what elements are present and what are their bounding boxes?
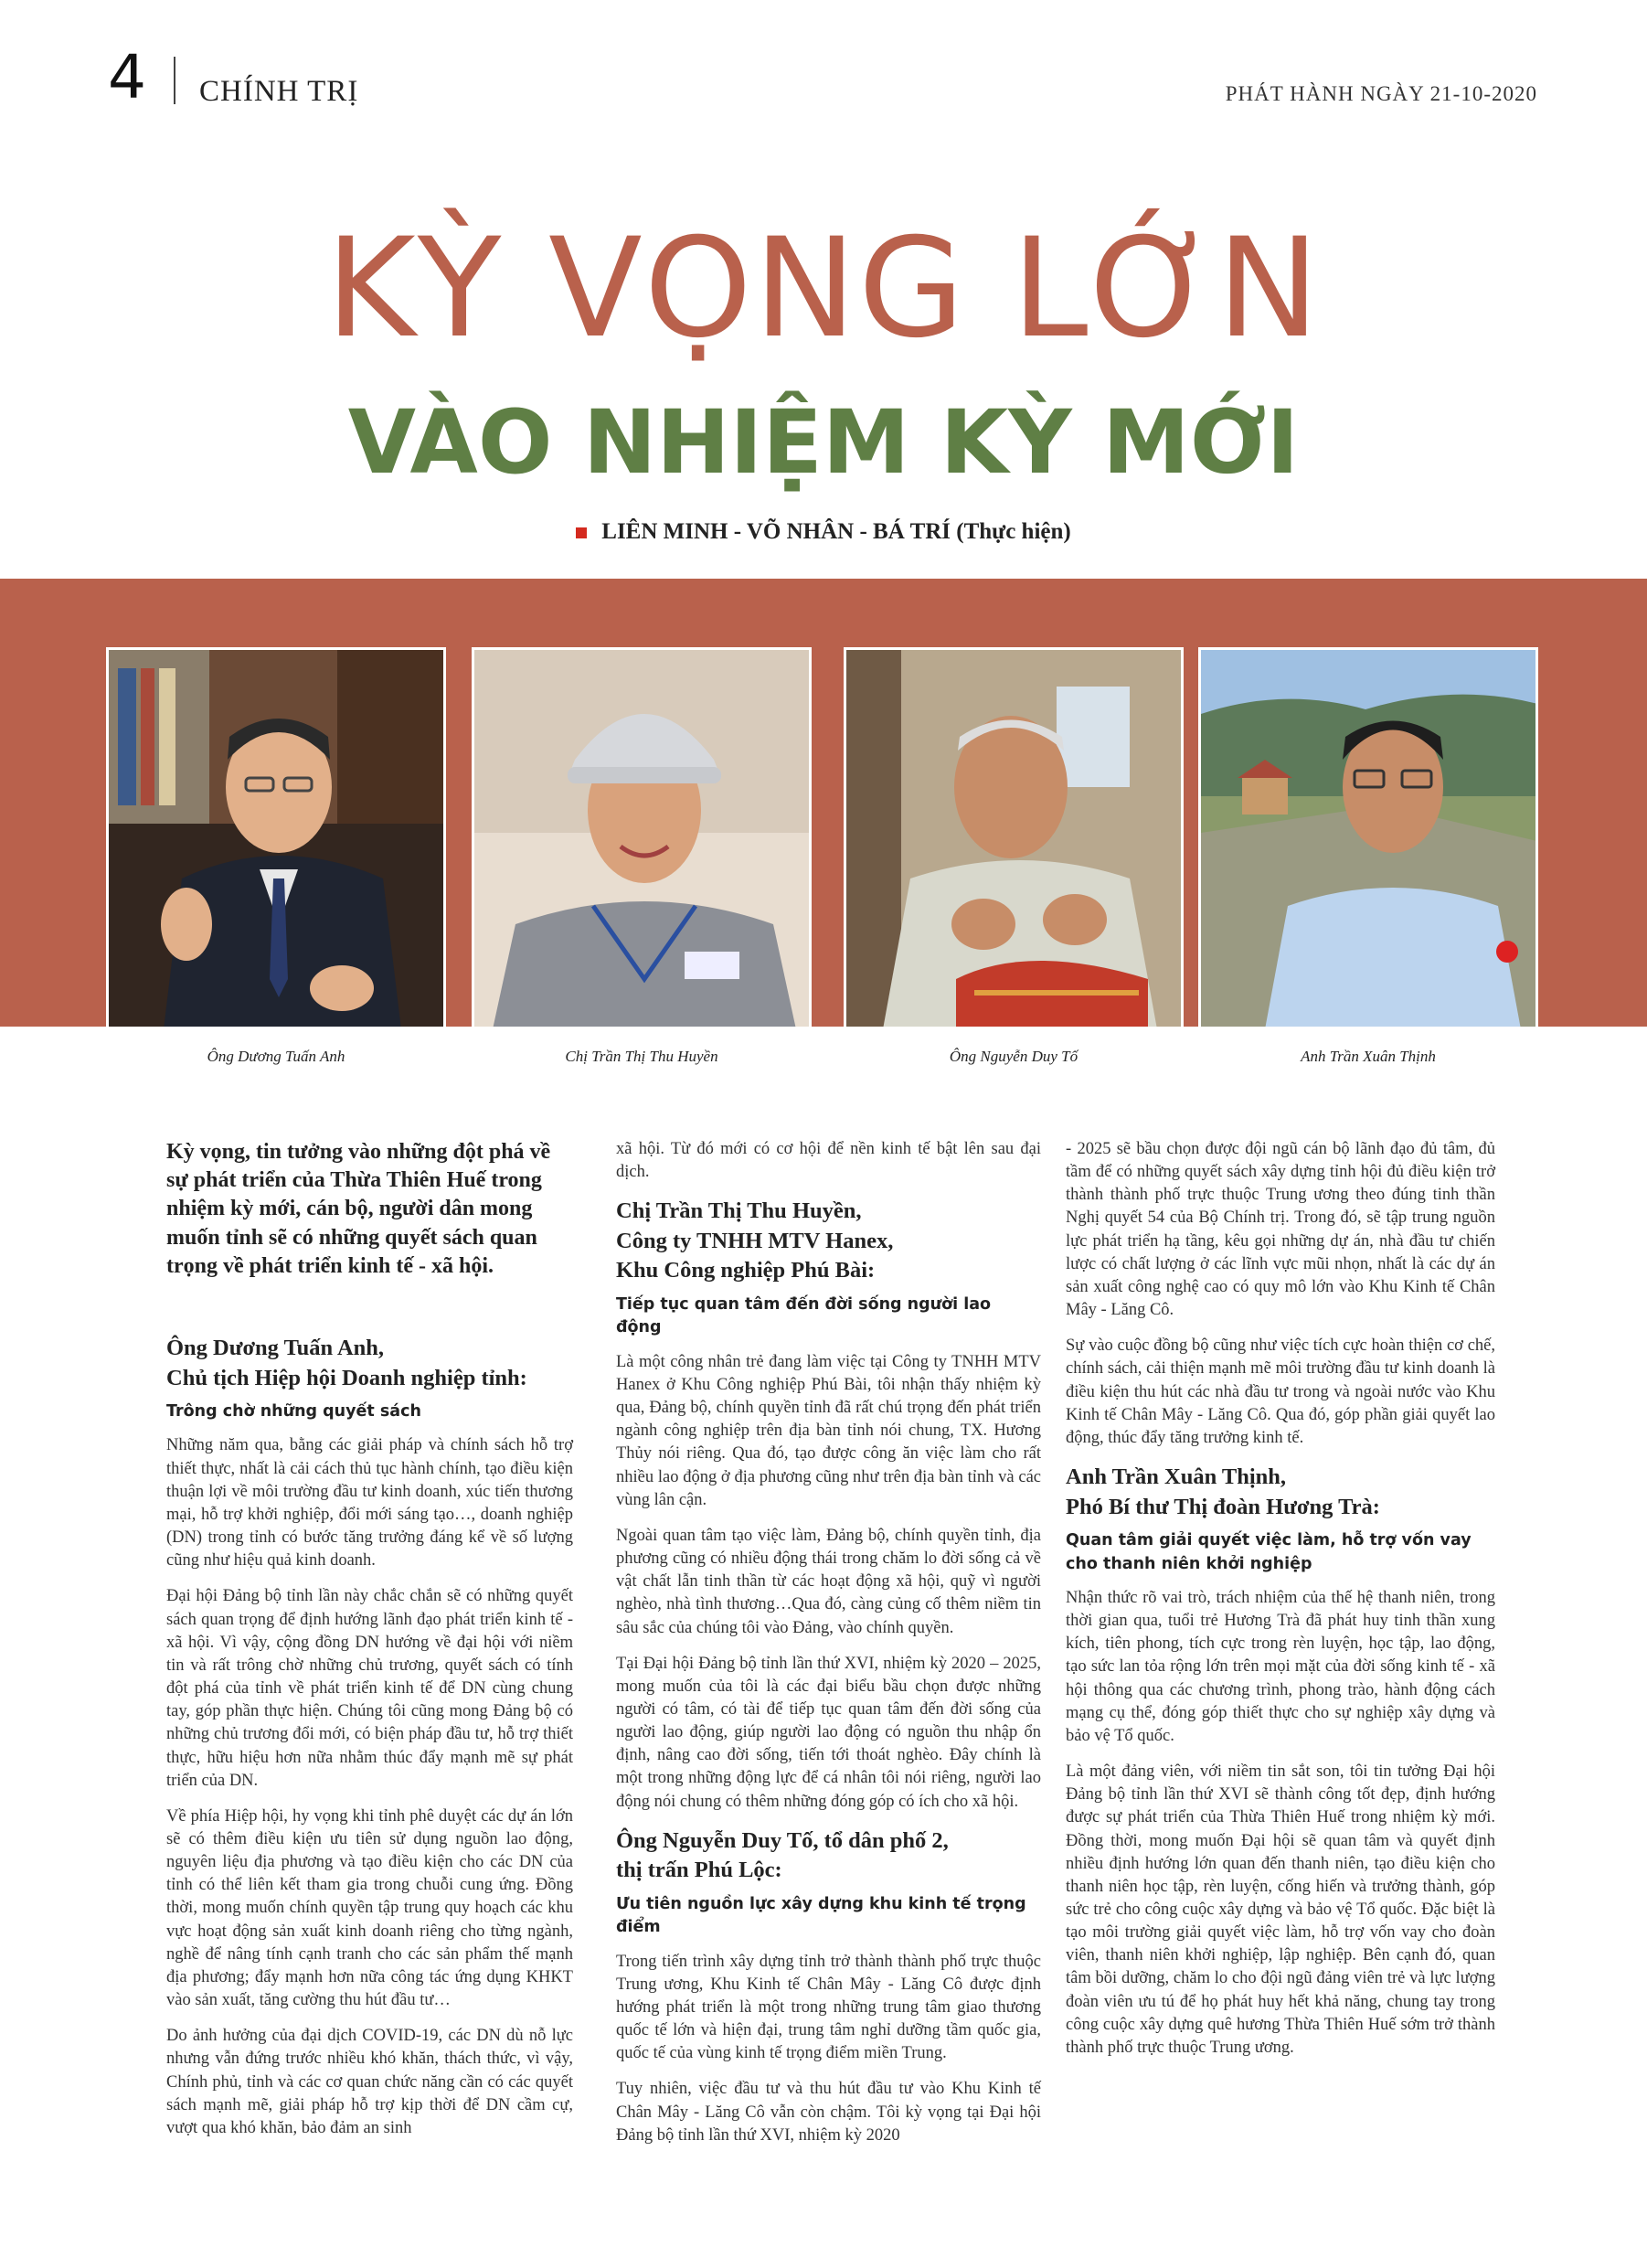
speaker-2-name: Chị Trần Thị Thu Huyền, [616,1198,862,1224]
headline-line2: VÀO NHIỆM KỲ MỚI [347,391,1300,494]
article-column-3 [1066,1138,1495,2072]
paragraph: xã hội. Từ đó mới có cơ hội để nền kinh tế bật lên sau đại dịch. [616,1140,1041,1182]
paragraph: Đại hội Đảng bộ tỉnh lần này chắc chắn sẽ có những quyết sách quan trọng để định hướng lãnh đạo phát triển kinh tế - xã hội. Vì vậy, cộng đồng DN hướng về đại hội với niềm tin và rất trông chờ những chủ trương, quyết sách có tính đột phá của tỉnh về phát triển kinh tế để DN cùng chung tay, góp phần thực hiện. Chúng tôi cũng mong Đảng bộ có những chủ trương đổi mới, có biện pháp đầu tư, hỗ trợ thiết thực, hữu hiệu hơn nữa nhằm thúc đẩy mạnh mẽ sự phát triển của DN. [166,1587,573,1790]
portrait-illustration-2 [474,650,812,1027]
paragraph: - 2025 sẽ bầu chọn được đội ngũ cán bộ lãnh đạo đủ tâm, đủ tầm để có những quyết sách xây dựng tỉnh hội đủ điều kiện trở thành thành phố trực thuộc Trung ương theo đúng tinh thần Nghị quyết 54 của Bộ Chính trị. Trong đó, sẽ tập trung nguồn lực phát triển hạ tầng, kêu gọi những dự án, nhà đầu tư chiến lược có chất lượng ở các lĩnh vực mũi nhọn, nhất là các dự án sản xuất công nghệ cao có quy mô lớn vào Khu Kinh tế Chân Mây - Lăng Cô. [1066,1140,1495,1320]
portrait-illustration-3 [846,650,1184,1027]
section-title: CHÍNH TRỊ [199,75,359,108]
article-column-1 [166,1138,573,2153]
portrait-duong-tuan-anh [106,647,446,1027]
paragraph: Do ảnh hưởng của đại dịch COVID-19, các DN dù nỗ lực nhưng vẫn đứng trước nhiều khó khăn, thách thức, vì vậy, Chính phủ, tỉnh và các cơ quan chức năng cần có các quyết sách mạnh mẽ, giải pháp hỗ trợ kịp thời để DN cầm cự, vượt qua khó khăn, bảo đảm an sinh [166,2027,573,2137]
speaker-4-name: Anh Trần Xuân Thịnh, [1066,1464,1287,1490]
paragraph: Trong tiến trình xây dựng tỉnh trở thành thành phố trực thuộc Trung ương, Khu Kinh tế Chân Mây - Lăng Cô được định hướng phát triển là một trong những trung tâm giao thương quốc tế lớn và hiện đại, trung tâm nghỉ dưỡng tầm quốc gia, quốc tế của vùng kinh tế trọng điểm miền Trung. [616,1952,1041,2063]
speaker-3-subhead: Ưu tiên nguồn lực xây dựng khu kinh tế trọng điểm [616,1894,1026,1937]
paragraph: Về phía Hiệp hội, hy vọng khi tỉnh phê duyệt các dự án lớn sẽ có thêm điều kiện ưu tiên sử dụng nguồn lao động, nguyên liệu địa phương và tạo điều kiện cho các DN của tỉnh có thể liên kết tham gia trong chuỗi cung ứng. Đồng thời, mong muốn chính quyền tập trung quy hoạch các khu vực hoạt động sản xuất kinh doanh riêng cho từng ngành, nghề để nâng tính cạnh tranh cho các sản phẩm thế mạnh địa phương; đẩy mạnh hơn nữa công tác ứng dụng KHKT vào sản xuất, tăng cường thu hút đầu tư… [166,1806,573,2010]
headline-line1: KỲ VỌNG LỚN [325,209,1322,368]
portrait-illustration-4 [1201,650,1538,1027]
speaker-4-subhead: Quan tâm giải quyết việc làm, hỗ trợ vốn vay cho thanh niên khởi nghiệp [1066,1531,1472,1573]
speaker-3-heading [616,1826,1041,1886]
paragraph: Ngoài quan tâm tạo việc làm, Đảng bộ, chính quyền tỉnh, địa phương cũng có nhiều động thái trong chăm lo đời sống cả về vật chất lẫn tinh thần từ các hoạt động xã hội, quỹ vì người nghèo, nhà tình thương…Qua đó, càng củng cố thêm niềm tin sâu sắc của chúng tôi vào Đảng, vào chính quyền. [616,1526,1041,1637]
caption-1: Ông Dương Tuấn Anh [207,1048,345,1065]
paragraph: Những năm qua, bằng các giải pháp và chính sách hỗ trợ thiết thực, nhất là cải cách thủ tục hành chính, tạo điều kiện thuận lợi về môi trường đầu tư kinh doanh, xúc tiến thương mại, hỗ trợ khởi nghiệp, đổi mới sáng tạo…, doanh nghiệp (DN) trong tỉnh có bước tăng trưởng đáng kể về số lượng cũng như hiệu quả kinh doanh. [166,1436,573,1571]
speaker-1-heading [166,1334,573,1393]
portrait-tran-thi-thu-huyen [472,647,812,1027]
speaker-2-heading [616,1197,1041,1286]
speaker-4-role: Phó Bí thư Thị đoàn Hương Trà: [1066,1494,1380,1519]
speaker-3-name: Ông Nguyễn Duy Tố, tổ dân phố 2, [616,1827,949,1853]
speaker-3-role: thị trấn Phú Lộc: [616,1858,782,1883]
caption-4: Anh Trần Xuân Thịnh [1301,1048,1436,1065]
page-number: 4 [108,42,146,112]
paragraph: Là một công nhân trẻ đang làm việc tại Công ty TNHH MTV Hanex ở Khu Công nghiệp Phú Bài, tôi nhận thấy nhiệm kỳ qua, Đảng bộ, chính quyền tỉnh đã rất chú trọng đến phát triển ngành công nghiệp trên địa bàn tỉnh nói chung, TX. Hương Thủy nói riêng. Qua đó, tạo được công ăn việc làm cho rất nhiều lao động ở địa phương cũng như trên địa bàn tỉnh và các vùng lân cận. [616,1352,1041,1509]
article-column-2 [616,1138,1041,2160]
speaker-4-heading [1066,1463,1495,1522]
publish-date: PHÁT HÀNH NGÀY 21-10-2020 [1225,82,1537,105]
header-divider [174,57,175,104]
paragraph: Nhận thức rõ vai trò, trách nhiệm của thế hệ thanh niên, trong thời gian qua, tuổi trẻ Hương Trà đã phát huy tinh thần xung kích, tiên phong, tích cực trong rèn luyện, học tập, lao động, tạo sức lan tỏa rộng lớn trên mọi mặt của đời sống kinh tế - xã hội thông qua các chương trình, phong trào, hành động cách mạng cụ thể, đóng góp thiết thực cho sự nghiệp xây dựng và bảo vệ Tổ quốc. [1066,1588,1495,1745]
portrait-nguyen-duy-to [844,647,1184,1027]
speaker-2-role-2: Khu Công nghiệp Phú Bài: [616,1258,876,1283]
paragraph: Là một đảng viên, với niềm tin sắt son, tôi tin tưởng Đại hội Đảng bộ tỉnh lần thứ XVI sẽ thành công tốt đẹp, định hướng được sự phát triển của Thừa Thiên Huế trong nhiệm kỳ mới. Đồng thời, mong muốn Đại hội sẽ quan tâm và quyết định nhiều định hướng lớn quan đến thanh niên, tạo điều kiện cho thanh niên học tập, rèn luyện, cống hiến và trưởng thành, góp sức trẻ cho công cuộc xây dựng và bảo vệ Tổ quốc. Đặc biệt là tạo môi trường giải quyết việc làm, hỗ trợ vốn vay cho đoàn viên, thanh niên khởi nghiệp, lập nghiệp. Bên cạnh đó, quan tâm bồi dưỡng, chăm lo cho đội ngũ đảng viên trẻ và lực lượng đoàn viên ưu tú để họ phát huy hết khả năng, chung tay trong công cuộc xây dựng quê hương Thừa Thiên Huế sớm trở thành thành phố trực thuộc Trung ương. [1066,1762,1495,2057]
speaker-1-role: Chủ tịch Hiệp hội Doanh nghiệp tỉnh: [166,1365,527,1390]
article-lead: Kỳ vọng, tin tưởng vào những đột phá về sự phát triển của Thừa Thiên Huế trong nhiệm kỳ mới, cán bộ, người dân mong muốn tỉnh sẽ có những quyết sách quan trọng về phát triển kinh tế - xã hội. [166,1140,551,1278]
paragraph: Tuy nhiên, việc đầu tư và thu hút đầu tư vào Khu Kinh tế Chân Mây - Lăng Cô vẫn còn chậm. Tôi kỳ vọng tại Đại hội Đảng bộ tỉnh lần thứ XVI, nhiệm kỳ 2020 [616,2080,1041,2145]
portrait-tran-xuan-thinh [1198,647,1538,1027]
speaker-1-name: Ông Dương Tuấn Anh, [166,1335,385,1360]
caption-2: Chị Trần Thị Thu Huyền [565,1048,718,1065]
paragraph: Tại Đại hội Đảng bộ tỉnh lần thứ XVI, nhiệm kỳ 2020 – 2025, mong muốn của tôi là các đại biểu bầu chọn được những người có tâm, có tài để tiếp tục quan tâm đến đời sống của người lao động, giúp người lao động có nguồn thu nhập ổn định, nâng cao đời sống, tiến tới thoát nghèo. Đây chính là một trong những động lực để cá nhân tôi nói riêng, người lao động nói chung có thêm những đóng góp có ích cho xã hội. [616,1654,1041,1811]
speaker-1-subhead: Trông chờ những quyết sách [166,1402,421,1421]
byline [0,519,1647,545]
speaker-2-role-1: Công ty TNHH MTV Hanex, [616,1228,894,1253]
paragraph: Sự vào cuộc đồng bộ cũng như việc tích cực hoàn thiện cơ chế, chính sách, cải thiện mạnh mẽ môi trường đầu tư kinh doanh là điều kiện thu hút các nhà đầu tư trong và ngoài nước vào Khu Kinh tế Chân Mây - Lăng Cô. Qua đó, góp phần giải quyết lao động, thúc đẩy tăng trưởng kinh tế. [1066,1336,1495,1447]
caption-3: Ông Nguyễn Duy Tố [949,1048,1079,1065]
portrait-illustration-1 [109,650,446,1027]
bullet-square-icon [576,527,587,538]
speaker-2-subhead: Tiếp tục quan tâm đến đời sống người lao động [616,1295,992,1337]
byline-text: LIÊN MINH - VÕ NHÂN - BÁ TRÍ (Thực hiện) [601,519,1071,544]
